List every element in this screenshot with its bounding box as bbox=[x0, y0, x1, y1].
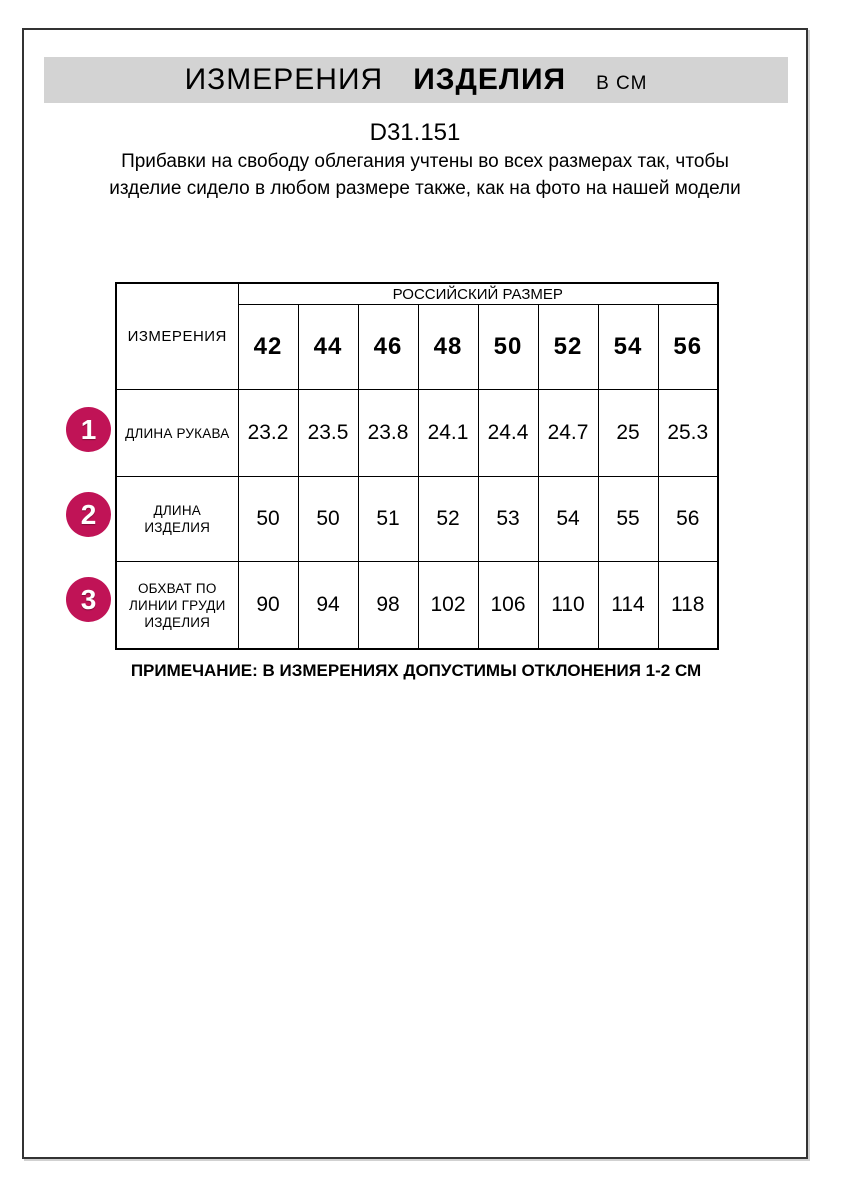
value-cell: 102 bbox=[418, 562, 478, 650]
size-header-48: 48 bbox=[418, 305, 478, 390]
row-label-line: ОБХВАТ ПО bbox=[137, 580, 217, 596]
value-cell: 24.1 bbox=[418, 390, 478, 477]
value-cell: 98 bbox=[358, 562, 418, 650]
value-cell: 24.7 bbox=[538, 390, 598, 477]
value-cell: 114 bbox=[598, 562, 658, 650]
row-marker-1: 1 bbox=[66, 407, 111, 452]
size-header-46: 46 bbox=[358, 305, 418, 390]
value-cell: 25.3 bbox=[658, 390, 718, 477]
value-cell: 25 bbox=[598, 390, 658, 477]
value-cell: 54 bbox=[538, 477, 598, 562]
table-group-header: РОССИЙСКИЙ РАЗМЕР bbox=[238, 283, 718, 305]
product-code: D31.151 bbox=[369, 119, 461, 146]
size-table bbox=[115, 282, 719, 650]
value-cell: 90 bbox=[238, 562, 298, 650]
row-marker-2: 2 bbox=[66, 492, 111, 537]
value-cell: 51 bbox=[358, 477, 418, 562]
row-label-garment-length bbox=[116, 477, 238, 562]
size-header-50: 50 bbox=[478, 305, 538, 390]
size-header-56: 56 bbox=[658, 305, 718, 390]
value-cell: 106 bbox=[478, 562, 538, 650]
row-label-chest-girth bbox=[116, 562, 238, 650]
value-cell: 23.2 bbox=[238, 390, 298, 477]
row-marker-3: 3 bbox=[66, 577, 111, 622]
value-cell: 56 bbox=[658, 477, 718, 562]
value-cell: 24.4 bbox=[478, 390, 538, 477]
size-header-52: 52 bbox=[538, 305, 598, 390]
title-units: В СМ bbox=[596, 73, 648, 94]
value-cell: 50 bbox=[238, 477, 298, 562]
value-cell: 94 bbox=[298, 562, 358, 650]
row-label-line: ДЛИНА bbox=[153, 503, 201, 518]
value-cell: 50 bbox=[298, 477, 358, 562]
row-label-line: ИЗДЕЛИЯ bbox=[144, 520, 211, 535]
row-label-line: ИЗДЕЛИЯ bbox=[144, 614, 211, 630]
title-measurements: ИЗМЕРЕНИЯ bbox=[184, 63, 384, 96]
title-banner bbox=[44, 57, 788, 103]
table-corner-label: ИЗМЕРЕНИЯ bbox=[116, 283, 238, 390]
value-cell: 110 bbox=[538, 562, 598, 650]
tolerance-note: ПРИМЕЧАНИЕ: В ИЗМЕРЕНИЯХ ДОПУСТИМЫ ОТКЛОНЕНИЯ 1-2 СМ bbox=[130, 661, 702, 680]
value-cell: 53 bbox=[478, 477, 538, 562]
size-header-54: 54 bbox=[598, 305, 658, 390]
table-row-chest-girth bbox=[116, 562, 718, 650]
value-cell: 23.5 bbox=[298, 390, 358, 477]
row-label-line: ЛИНИИ ГРУДИ bbox=[128, 597, 226, 613]
size-header-42: 42 bbox=[238, 305, 298, 390]
value-cell: 118 bbox=[658, 562, 718, 650]
value-cell: 23.8 bbox=[358, 390, 418, 477]
size-header-44: 44 bbox=[298, 305, 358, 390]
row-label-line: ДЛИНА РУКАВА bbox=[125, 425, 230, 441]
title-product: ИЗДЕЛИЯ bbox=[413, 63, 567, 96]
row-label-sleeve-length bbox=[116, 390, 238, 477]
value-cell: 55 bbox=[598, 477, 658, 562]
table-row-garment-length bbox=[116, 477, 718, 562]
table-row-sleeve-length bbox=[116, 390, 718, 477]
fit-description: Прибавки на свободу облегания учтены во всех размерах так, чтобы изделие сидело в любом размере также, как на фото на нашей модели bbox=[109, 151, 741, 199]
value-cell: 52 bbox=[418, 477, 478, 562]
